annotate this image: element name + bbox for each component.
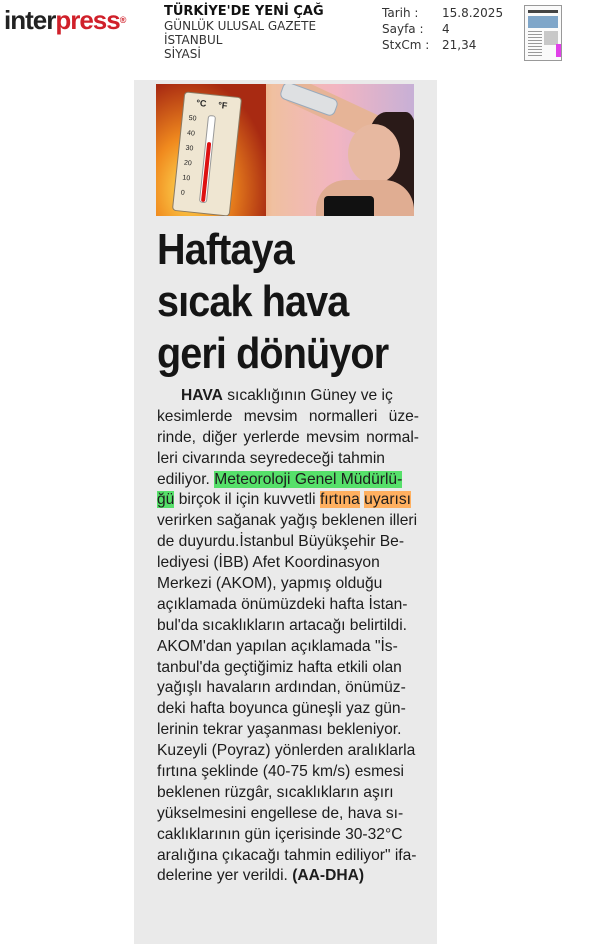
- thermo-celsius: °C: [195, 97, 207, 109]
- body-line: yağışlı havaların ardından, önümüz-: [157, 679, 406, 697]
- body-line: deki hafta boyunca güneşli yaz gün-: [157, 700, 406, 718]
- body-text: birçok il için kuvvetli: [174, 491, 320, 509]
- page-thumbnail[interactable]: [524, 5, 562, 61]
- article-headline: [157, 224, 405, 380]
- article-photo: [156, 84, 414, 216]
- body-line: fırtına şeklinde (40-75 km/s) esmesi: [157, 763, 404, 781]
- body-line: lerinin tekrar yaşanması bekleniyor.: [157, 721, 402, 739]
- headline-line: geri dönüyor: [157, 329, 389, 378]
- body-line: kesimlerde mevsim normalleri üze-: [157, 407, 419, 425]
- logo-part2: press: [55, 5, 120, 35]
- logo-registered-mark: ®: [119, 15, 126, 25]
- clipping-info: [382, 5, 503, 53]
- thermo-tick: 30: [185, 144, 194, 153]
- interpress-logo: [4, 6, 125, 34]
- body-text: sıcaklığının Güney ve iç: [222, 387, 393, 404]
- paper-name: TÜRKİYE'DE YENİ ÇAĞ: [164, 4, 324, 19]
- page-label: Sayfa :: [382, 22, 424, 36]
- date-value: 15.8.2025: [442, 6, 504, 20]
- body-line: lediyesi (İBB) Afet Koordinasyon: [157, 554, 380, 572]
- body-line: rinde, diğer yerlerde mevsim normal-: [157, 428, 419, 446]
- thermometer-icon: [172, 91, 242, 216]
- thermo-fahrenheit: °F: [217, 99, 228, 111]
- body-text: delerine yer verildi.: [157, 867, 293, 885]
- body-line: tanbul'da geçtiğimiz hafta etkili olan: [157, 658, 402, 676]
- source-credit: (AA-DHA): [292, 867, 365, 885]
- body-line: aralığına çıkacağı tahmin ediliyor" ifa-: [157, 846, 417, 864]
- highlight-firtina: fırtına: [319, 491, 360, 509]
- woman-face: [348, 124, 400, 184]
- highlight-meteoroloji: Meteoroloji Genel Müdürlü-: [214, 470, 403, 488]
- logo-part1: inter: [4, 5, 56, 35]
- thermo-tick: 20: [183, 159, 193, 168]
- body-line: verirken sağanak yağış beklenen illeri: [157, 512, 418, 530]
- thermo-tick: 10: [181, 174, 191, 183]
- thermo-tick: 40: [186, 129, 196, 138]
- thermo-tick: 50: [188, 114, 197, 123]
- stxcm-label: StxCm :: [382, 38, 430, 52]
- body-line: Merkezi (AKOM), yapmış olduğu: [157, 575, 383, 593]
- headline-line: sıcak hava: [157, 277, 349, 326]
- body-line: caklıklarının gün içerisinde 30-32°C: [157, 825, 403, 843]
- body-line: Kuzeyli (Poyraz) yönlerden aralıklarla: [157, 742, 416, 760]
- body-line: açıklamada önümüzdeki hafta İstan-: [157, 595, 408, 613]
- article-body: [157, 386, 419, 887]
- body-line: bul'da sıcaklıkların artacağı belirtildi.: [157, 616, 407, 634]
- body-line: de duyurdu.İstanbul Büyükşehir Be-: [157, 533, 405, 551]
- body-line: AKOM'dan yapılan açıklamada "İs-: [157, 637, 398, 655]
- stxcm-value: 21,34: [442, 38, 477, 52]
- paper-section: SİYASİ: [164, 47, 201, 61]
- woman-top: [324, 196, 374, 216]
- highlight-uyarisi: uyarısı: [364, 491, 411, 509]
- date-label: Tarih :: [382, 6, 419, 20]
- body-line: yükselmesini engellese de, hava sı-: [157, 804, 404, 822]
- body-text: ediliyor.: [157, 470, 215, 488]
- paper-type: GÜNLÜK ULUSAL GAZETE: [164, 19, 317, 33]
- body-line: leri civarında seyredeceği tahmin: [157, 449, 385, 467]
- body-line: beklenen rüzgâr, sıcaklıkların aşırı: [157, 783, 394, 801]
- page-value: 4: [442, 22, 450, 36]
- publication-info: [164, 5, 324, 61]
- thermo-tick: 0: [180, 189, 186, 197]
- lead-word: HAVA: [181, 387, 223, 404]
- water-bottle: [279, 84, 340, 117]
- paper-city: İSTANBUL: [164, 33, 223, 47]
- highlight-meteoroloji-cont: ğü: [157, 491, 175, 509]
- headline-line: Haftaya: [157, 225, 294, 274]
